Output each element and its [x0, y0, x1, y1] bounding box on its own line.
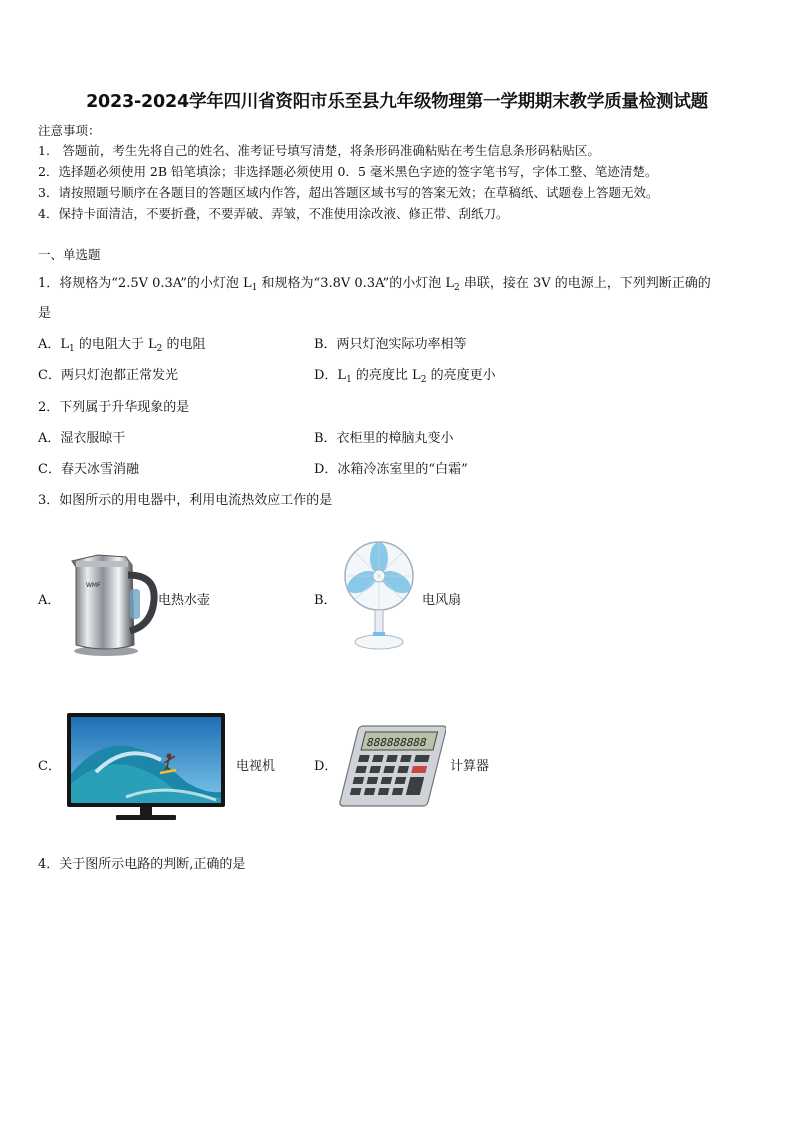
notice-heading: 注意事项：: [38, 123, 101, 138]
q1-option-a: A．$L_1$ 的电阻大于 $L_2$ 的电阻: [38, 337, 206, 354]
q3-option-a-label: 电热水壶: [158, 593, 211, 608]
q4-stem: 4．关于图所示电路的判断,正确的是: [38, 857, 246, 872]
q1-option-b: B．两只灯泡实际功率相等: [314, 337, 467, 352]
q2-option-d: D．冰箱冷冻室里的“白霜”: [314, 462, 468, 477]
q3-option-d-label: 计算器: [450, 759, 490, 774]
electric-kettle-image: [68, 545, 158, 659]
television-image: [66, 712, 226, 824]
q3-option-c-letter: C．: [38, 759, 61, 774]
q3-option-a-letter: A．: [38, 593, 61, 608]
q3-option-b-label: 电风扇: [422, 593, 462, 608]
section-title: 一、单选题: [38, 247, 101, 262]
q2-option-c: C．春天冰雪消融: [38, 462, 139, 477]
notice-item-2: 2．选择题必须使用 2B 铅笔填涂；非选择题必须使用 0．5 毫米黑色字迹的签字笔书写，字体工整、笔迹清楚。: [38, 164, 658, 179]
q2-stem: 2．下列属于升华现象的是: [38, 400, 190, 415]
q2-option-b: B．衣柜里的樟脑丸变小: [314, 431, 454, 446]
q3-option-c-label: 电视机: [236, 759, 276, 774]
q2-option-a: A．湿衣服晾干: [38, 431, 126, 446]
q3-option-d-letter: D．: [314, 759, 338, 774]
q3-stem: 3．如图所示的用电器中，利用电流热效应工作的是: [38, 493, 333, 508]
page-title: 2023-2024学年四川省资阳市乐至县九年级物理第一学期期末教学质量检测试题: [86, 92, 708, 112]
q1-option-d: D．$L_1$ 的亮度比 $L_2$ 的亮度更小: [314, 368, 496, 385]
q3-option-b-letter: B．: [314, 593, 337, 608]
q1-option-c: C．两只灯泡都正常发光: [38, 368, 178, 383]
calculator-image: [338, 722, 446, 812]
q1-stem-line1: 1．将规格为“2.5V 0.3A”的小灯泡 $L_1$ 和规格为“3.8V 0.3A”的小灯泡 $L_2$ 串联，接在 3V 的电源上，下列判断正确的: [38, 276, 711, 293]
electric-fan-image: [340, 538, 418, 652]
q1-stem-line2: 是: [38, 306, 52, 321]
notice-item-3: 3．请按照题号顺序在各题目的答题区域内作答，超出答题区域书写的答案无效；在草稿纸、试题卷上答题无效。: [38, 185, 659, 200]
notice-item-4: 4．保持卡面清洁，不要折叠，不要弄破、弄皱，不准使用涂改液、修正带、刮纸刀。: [38, 206, 509, 221]
notice-item-1: 1. 答题前，考生先将自己的姓名、准考证号填写清楚，将条形码准确粘贴在考生信息条形码粘贴区。: [38, 143, 600, 158]
svg-text:WMF: WMF: [86, 582, 101, 589]
svg-text:888888888: 888888888: [365, 736, 429, 749]
